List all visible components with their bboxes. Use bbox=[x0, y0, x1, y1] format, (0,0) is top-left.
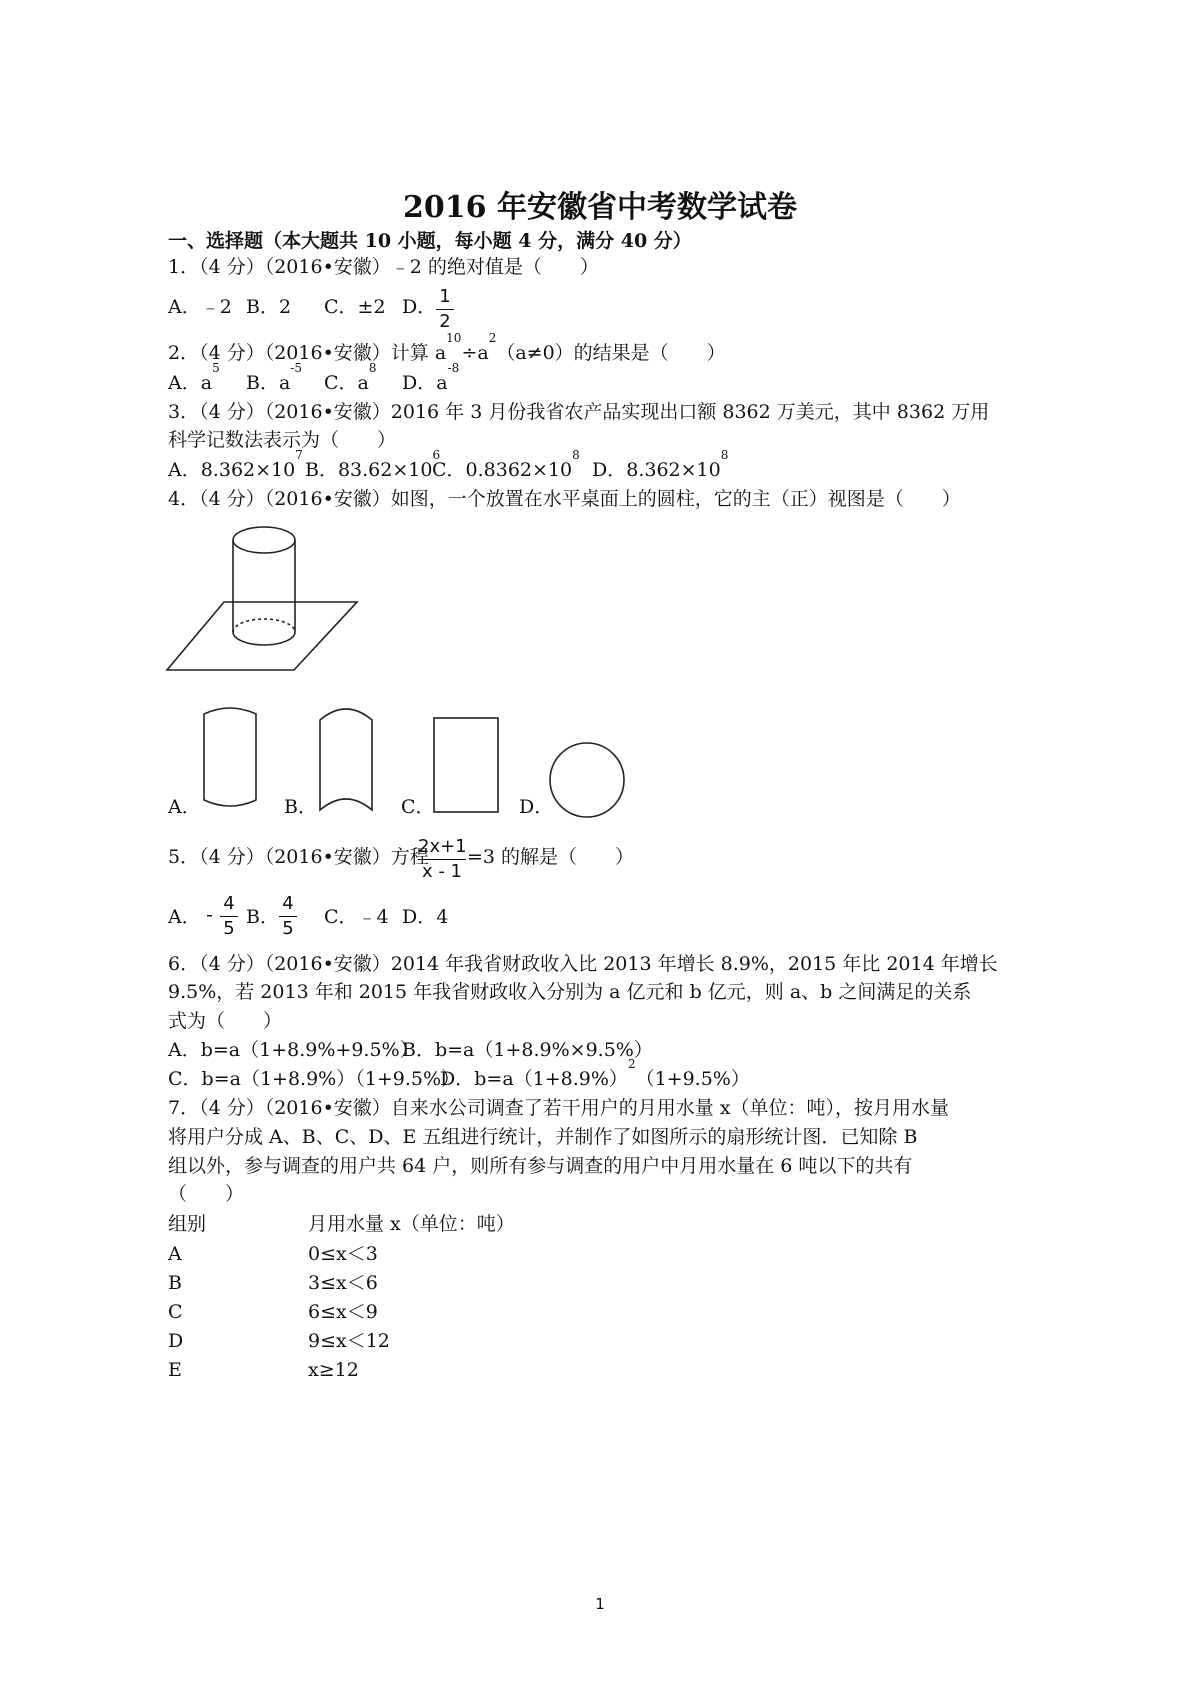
q1-d-numerator: 1 bbox=[439, 286, 451, 307]
q6-d-pre: D．b=a（1+8.9%） bbox=[440, 1068, 628, 1090]
q2-stem-mid: ÷a bbox=[461, 342, 489, 364]
table-row-group: E bbox=[168, 1359, 182, 1381]
q2-b-exp: -5 bbox=[290, 361, 302, 375]
q3-b-base: B．83.62×10 bbox=[305, 459, 433, 481]
q2-d-base: D．a bbox=[402, 372, 448, 394]
q5-option-a-fraction bbox=[220, 895, 238, 938]
q3-b-exp: 6 bbox=[432, 448, 441, 462]
q5-fraction-numerator: 2x+1 bbox=[418, 836, 467, 857]
table-row-group: C bbox=[168, 1301, 183, 1323]
q5-a-denominator: 5 bbox=[223, 918, 235, 939]
question-1-stem: 1．（4 分）（2016•安徽）﹣2 的绝对值是（ ） bbox=[168, 256, 599, 278]
q5-option-c: C．﹣4 bbox=[324, 906, 389, 928]
q4-option-d-label: D． bbox=[519, 796, 554, 818]
q6-d-post: （1+9.5%） bbox=[635, 1068, 750, 1090]
q1-option-c: C．±2 bbox=[324, 296, 386, 318]
question-6-line3: 式为（ ） bbox=[168, 1010, 283, 1032]
q1-d-fraction bbox=[436, 288, 454, 331]
table-plane bbox=[167, 602, 357, 670]
q3-option-b bbox=[305, 448, 441, 481]
q2-option-c bbox=[324, 361, 377, 394]
q1-option-d: D． bbox=[402, 296, 437, 318]
question-3-line2: 科学记数法表示为（ ） bbox=[168, 429, 397, 451]
q1-option-a: A．﹣2 bbox=[168, 296, 232, 318]
q2-d-exp: -8 bbox=[447, 361, 460, 375]
q5-stem-post: =3 的解是（ ） bbox=[467, 846, 635, 868]
q5-option-a-label: A． bbox=[168, 906, 201, 928]
q2-option-d bbox=[402, 361, 460, 394]
q2-a-base: A．a bbox=[168, 372, 213, 394]
q2-option-b bbox=[246, 361, 302, 394]
q5-b-numerator: 4 bbox=[282, 893, 294, 914]
q6-option-b: B．b=a（1+8.9%×9.5%） bbox=[402, 1039, 653, 1061]
q5-option-a-sign: - bbox=[206, 904, 213, 926]
question-7-line2: 将用户分成 A、B、C、D、E 五组进行统计，并制作了如图所示的扇形统计图．已知除 B bbox=[168, 1126, 918, 1148]
question-3-line1: 3．（4 分）（2016•安徽）2016 年 3 月份我省农产品实现出口额 8362 万美元，其中 8362 万用 bbox=[168, 401, 990, 423]
question-6-line1: 6．（4 分）（2016•安徽）2014 年我省财政收入比 2013 年增长 8.9%，2015 年比 2014 年增长 bbox=[168, 953, 998, 975]
q3-option-c bbox=[432, 448, 580, 481]
q1-option-b: B．2 bbox=[246, 296, 292, 318]
q3-c-base: C．0.8362×10 bbox=[432, 459, 573, 481]
q5-option-b-fraction bbox=[279, 895, 297, 938]
q4-option-b-shape bbox=[314, 700, 378, 816]
table-row-range: 3≤x＜6 bbox=[308, 1272, 378, 1294]
cylinder-on-table-figure bbox=[164, 520, 364, 672]
q5-b-denominator: 5 bbox=[282, 918, 294, 939]
q4-option-d-shape bbox=[547, 740, 627, 820]
q6-option-a: A．b=a（1+8.9%+9.5%） bbox=[168, 1039, 419, 1061]
q2-a-exp: 5 bbox=[212, 361, 220, 375]
q3-a-exp: 7 bbox=[295, 448, 303, 462]
page-title: 2016 年安徽省中考数学试卷 bbox=[403, 190, 797, 225]
question-6-line2: 9.5%，若 2013 年和 2015 年我省财政收入分别为 a 亿元和 b 亿元，则 a、b 之间满足的关系 bbox=[168, 981, 972, 1003]
q3-c-exp: 8 bbox=[572, 448, 580, 462]
q2-exp2: 2 bbox=[488, 331, 497, 345]
table-row-range: 9≤x＜12 bbox=[308, 1330, 390, 1352]
q2-c-exp: 8 bbox=[368, 361, 377, 375]
cylinder-bottom-back bbox=[233, 619, 295, 632]
q1-d-denominator: 2 bbox=[439, 311, 451, 332]
q4-option-b-label: B． bbox=[284, 796, 317, 818]
q2-c-base: C．a bbox=[324, 372, 369, 394]
q2-b-base: B．a bbox=[246, 372, 291, 394]
q5-equation-fraction bbox=[418, 838, 466, 881]
q3-d-base: D．8.362×10 bbox=[592, 459, 721, 481]
table-row-range: x≥12 bbox=[308, 1359, 359, 1381]
question-4-stem: 4．（4 分）（2016•安徽）如图，一个放置在水平桌面上的圆柱，它的主（正）视图是（ ） bbox=[168, 488, 961, 510]
table-row-range: 6≤x＜9 bbox=[308, 1301, 378, 1323]
table-row-group: D bbox=[168, 1330, 184, 1352]
q4-option-c-shape bbox=[432, 716, 502, 816]
q5-option-b-label: B． bbox=[246, 906, 279, 928]
question-2-stem bbox=[168, 331, 726, 364]
section-heading: 一、选择题（本大题共 10 小题，每小题 4 分，满分 40 分） bbox=[168, 230, 692, 252]
q6-d-exp: 2 bbox=[627, 1057, 636, 1071]
q4-option-c-label: C． bbox=[401, 796, 435, 818]
q3-option-d bbox=[592, 448, 729, 481]
q2-stem-post: （a≠0）的结果是（ ） bbox=[496, 342, 726, 364]
table-row-range: 0≤x＜3 bbox=[308, 1243, 378, 1265]
q3-option-a bbox=[168, 448, 303, 481]
q5-option-d: D．4 bbox=[402, 906, 449, 928]
cylinder-bottom-front bbox=[233, 632, 295, 645]
q6-option-d bbox=[440, 1057, 750, 1090]
q3-d-exp: 8 bbox=[720, 448, 729, 462]
cylinder-top bbox=[233, 527, 295, 553]
q2-stem-pre: 2．（4 分）（2016•安徽）计算 a bbox=[168, 342, 447, 364]
q5-a-numerator: 4 bbox=[223, 893, 235, 914]
page-number: 1 bbox=[595, 1595, 605, 1613]
table-row-group: B bbox=[168, 1272, 182, 1294]
table-header-usage: 月用水量 x（单位：吨） bbox=[308, 1213, 515, 1235]
question-7-line4: （ ） bbox=[168, 1183, 245, 1205]
q2-option-a bbox=[168, 361, 220, 394]
question-7-line3: 组以外，参与调查的用户共 64 户，则所有参与调查的用户中月用水量在 6 吨以下的共有 bbox=[168, 1155, 913, 1177]
q3-a-base: A．8.362×10 bbox=[168, 459, 296, 481]
table-row-group: A bbox=[168, 1243, 182, 1265]
q5-fraction-denominator: x - 1 bbox=[421, 861, 463, 882]
q2-exp1: 10 bbox=[446, 331, 462, 345]
q4-option-a-shape bbox=[198, 700, 262, 816]
q5-stem-pre: 5．（4 分）（2016•安徽）方程 bbox=[168, 846, 429, 868]
q6-option-c: C．b=a（1+8.9%）（1+9.5%） bbox=[168, 1068, 461, 1090]
table-header-group: 组别 bbox=[168, 1213, 207, 1235]
q4-option-a-label: A． bbox=[168, 796, 201, 818]
question-7-line1: 7．（4 分）（2016•安徽）自来水公司调查了若干用户的月用水量 x（单位：吨），按月用水量 bbox=[168, 1097, 950, 1119]
